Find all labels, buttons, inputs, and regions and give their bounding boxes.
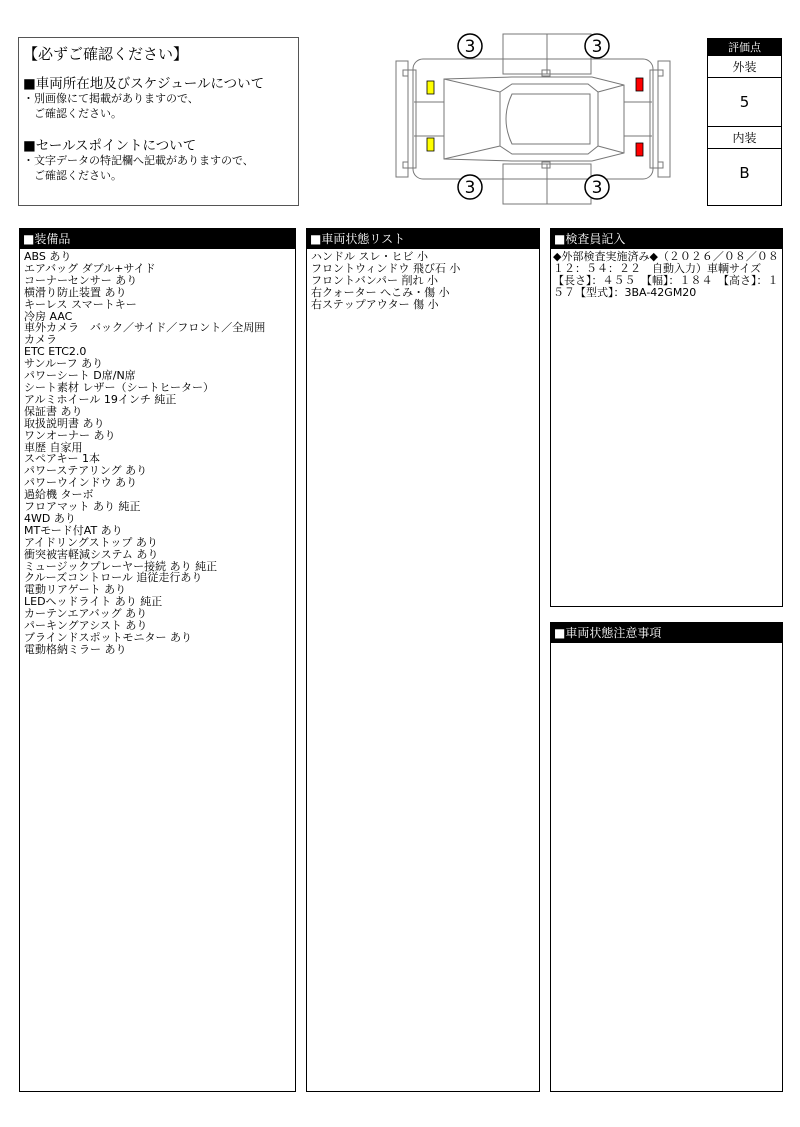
list-item: 電動格納ミラー あり	[24, 642, 127, 656]
tire-grade-rear-right: 3	[591, 178, 603, 198]
list-item: 横滑り防止装置 あり	[24, 285, 127, 299]
interior-score: B	[739, 164, 750, 182]
list-item: 右ステップアウター 傷 小	[311, 297, 439, 311]
list-item: コーナーセンサー あり	[24, 273, 138, 287]
notice-box	[18, 37, 299, 206]
list-item: ワンオーナー あり	[24, 428, 116, 442]
inspector-text: ◆外部検査実施済み◆（２０２６／０８／０８ １２：５４：２２ 自動入力）車輌サイズ【長さ】：４５５ 【幅】：１８４ 【高さ】：１５７【型式】：3BA-42GM20	[553, 250, 790, 299]
condition-panel	[306, 228, 540, 1092]
list-item: アルミホイール 19インチ 純正	[24, 392, 177, 406]
marker-front-left	[427, 81, 434, 94]
marker-front-right	[427, 138, 434, 151]
list-item: LEDヘッドライト あり 純正	[24, 595, 163, 609]
evaluation-box	[707, 38, 782, 206]
list-item: キーレス スマートキー	[24, 297, 137, 311]
equipment-list	[24, 251, 293, 656]
list-item: フロアマット あり 純正	[24, 500, 141, 514]
rear-bumper	[658, 61, 670, 177]
list-item: パワーステアリング あり	[24, 464, 148, 478]
list-item: フロントウィンドウ 飛び石 小	[311, 261, 461, 275]
list-item: 冷房 AAC	[24, 309, 73, 323]
list-item: サンルーフ あり	[24, 357, 104, 371]
list-item: ハンドル スレ・ヒビ 小	[311, 250, 428, 263]
evaluation-header: 評価点	[708, 39, 781, 56]
front-bumper	[396, 61, 408, 177]
exterior-label: 外装	[708, 56, 781, 78]
list-item: 車外カメラ バック／サイド／フロント／全周囲	[24, 321, 266, 335]
list-item: 取扱説明書 あり	[24, 416, 105, 430]
notice-section1-text: ・別画像にて掲載がありますので、 ご確認ください。	[23, 92, 199, 120]
list-item: 衝突被害軽減システム あり	[24, 547, 159, 561]
marker-rear-left	[636, 78, 643, 91]
list-item: 車歴 自家用	[24, 440, 83, 454]
list-item: 4WD あり	[24, 511, 76, 525]
list-item: フロントバンパー 削れ 小	[311, 273, 439, 287]
list-item: 過給機 ターボ	[24, 488, 94, 502]
list-item: エアバッグ ダブル+サイド	[24, 261, 156, 275]
list-item: カメラ	[24, 333, 57, 347]
tire-grade-rear-left: 3	[591, 37, 603, 57]
notice-section2-text: ・文字データの特記欄へ記載がありますので、 ご確認ください。	[23, 154, 254, 182]
list-item: アイドリングストップ あり	[24, 535, 158, 549]
condition-list	[311, 251, 537, 311]
list-item: ミュージックプレーヤー接続 あり 純正	[24, 559, 218, 573]
interior-label: 内装	[708, 127, 781, 149]
condition-title: ■車両状態リスト	[307, 229, 539, 249]
list-item: ABS あり	[24, 250, 72, 263]
notice-section1-title: ■車両所在地及びスケジュールについて	[23, 76, 265, 92]
list-item: MTモード付AT あり	[24, 523, 123, 537]
inspector-title: ■検査員記入	[551, 229, 782, 249]
list-item: ETC ETC2.0	[24, 345, 87, 359]
notes-title: ■車両状態注意事項	[551, 623, 782, 643]
list-item: シート素材 レザー（シートヒーター）	[24, 380, 215, 394]
notice-section2-title: ■セールスポイントについて	[23, 138, 197, 154]
list-item: ブラインドスポットモニター あり	[24, 631, 193, 644]
list-item: カーテンエアバッグ あり	[24, 607, 148, 621]
list-item: クルーズコントロール 追従走行あり	[24, 571, 203, 585]
list-item: 電動リアゲート あり	[24, 583, 127, 597]
list-item: 右クォーター へこみ・傷 小	[311, 285, 450, 299]
notes-panel	[550, 622, 783, 1092]
list-item: パワーウインドウ あり	[24, 476, 138, 490]
list-item: パワーシート D席/N席	[24, 369, 136, 383]
tire-grade-front-right: 3	[464, 178, 476, 198]
notice-title: 【必ずご確認ください】	[23, 45, 189, 63]
list-item: 保証書 あり	[24, 404, 83, 418]
list-item: パーキングアシスト あり	[24, 619, 148, 633]
list-item: スペアキー 1本	[24, 452, 101, 466]
tire-grade-front-left: 3	[464, 37, 476, 57]
inspector-panel	[550, 228, 790, 607]
equipment-panel	[19, 228, 296, 1092]
marker-rear-right	[636, 143, 643, 156]
exterior-score: 5	[708, 78, 781, 127]
car-diagram	[392, 30, 674, 208]
equipment-title: ■装備品	[20, 229, 295, 249]
